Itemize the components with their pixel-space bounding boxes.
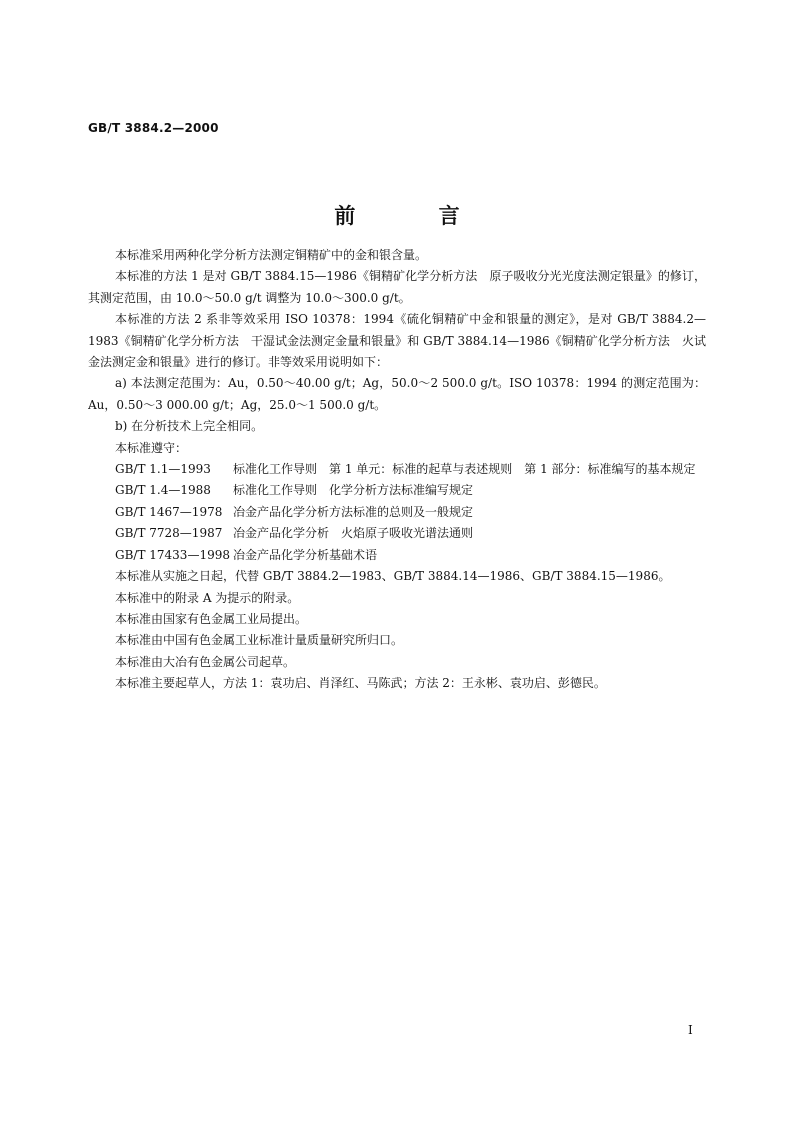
paragraph-method-1: 本标准的方法 1 是对 GB/T 3884.15—1986《铜精矿化学分析方法 原子吸收分光光度法测定银量》的修订，其测定范围，由 10.0～50.0 g/t 调整为 10.0～300.0 g/t。: [88, 269, 706, 305]
paragraph-drafted-by: 本标准由大冶有色金属公司起草。: [115, 654, 296, 669]
reference-title: 标准化工作导则 第 1 单元：标准的起草与表述规则 第 1 部分：标准编写的基本规定: [233, 462, 696, 477]
reference-title: 冶金产品化学分析基础术语: [233, 547, 378, 562]
reference-title: 冶金产品化学分析 火焰原子吸收光谱法通则: [233, 526, 474, 541]
reference-item: [88, 459, 706, 480]
reference-code: GB/T 1467—1978: [115, 504, 223, 519]
paragraph-replaces: 本标准从实施之日起，代替 GB/T 3884.2—1983、GB/T 3884.14—1986、GB/T 3884.15—1986。: [115, 569, 671, 584]
paragraph-managed-by: 本标准由中国有色金属工业标准计量质量研究所归口。: [115, 633, 404, 648]
page-number: I: [688, 1023, 693, 1037]
foreword-body: [88, 245, 706, 695]
reference-item: [88, 480, 706, 501]
reference-code: GB/T 1.4—1988: [115, 483, 211, 498]
paragraph-difference-a: a) 本法测定范围为：Au，0.50～40.00 g/t；Ag，50.0～2 500.0 g/t。ISO 10378：1994 的测定范围为：Au，0.50～3 000.00 g/t；Ag，25.0～1 500.0 g/t。: [88, 376, 706, 412]
paragraph-method-2: 本标准的方法 2 系非等效采用 ISO 10378：1994《硫化铜精矿中金和银量的测定》，是对 GB/T 3884.2—1983《铜精矿化学分析方法 干湿试金法测定金量和银量》和 GB/T 3884.14—1986《铜精矿化学分析方法 火试金法测定金和银量》进行的修订。非等效采用说明如下：: [88, 312, 706, 370]
reference-item: [88, 523, 706, 544]
reference-item: [88, 545, 706, 566]
paragraph-compliance: 本标准遵守：: [115, 440, 188, 455]
page-title: 前 言: [334, 204, 498, 228]
reference-code: GB/T 7728—1987: [115, 526, 223, 541]
reference-title: 标准化工作导则 化学分析方法标准编写规定: [233, 483, 474, 498]
reference-item: [88, 502, 706, 523]
reference-code: GB/T 17433—1998: [115, 547, 230, 562]
paragraph-proposed-by: 本标准由国家有色金属工业局提出。: [115, 611, 308, 626]
paragraph-scope: 本标准采用两种化学分析方法测定铜精矿中的金和银含量。: [115, 248, 428, 262]
reference-title: 冶金产品化学分析方法标准的总则及一般规定: [233, 504, 474, 519]
paragraph-annex: 本标准中的附录 A 为提示的附录。: [115, 590, 300, 605]
paragraph-difference-b: b) 在分析技术上完全相同。: [115, 419, 264, 434]
reference-code: GB/T 1.1—1993: [115, 462, 211, 477]
standard-code: GB/T 3884.2—2000: [88, 121, 219, 135]
paragraph-drafters: 本标准主要起草人，方法 1：袁功启、肖泽红、马陈武；方法 2：王永彬、袁功启、彭德民。: [115, 676, 606, 691]
